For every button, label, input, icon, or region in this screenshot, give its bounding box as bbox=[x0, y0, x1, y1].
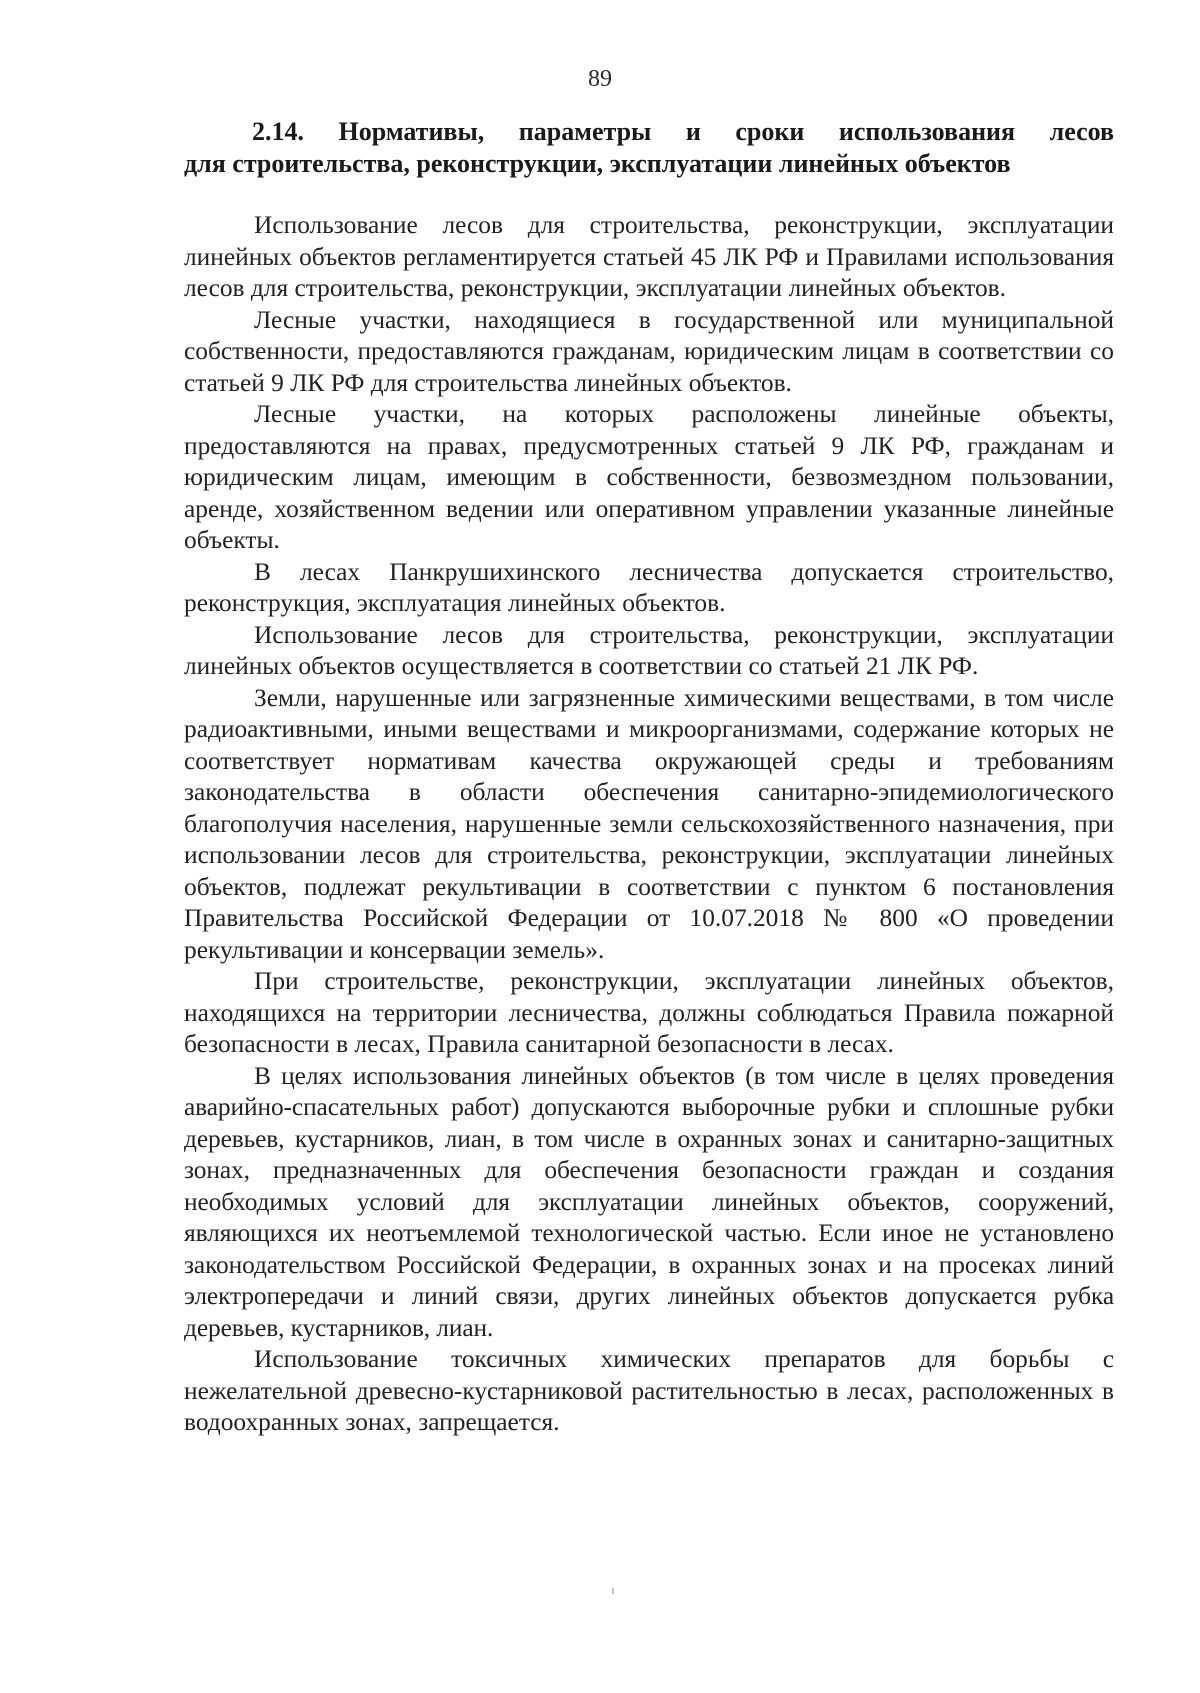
paragraph-article-45: Использование лесов для строительства, реконструкции, эксплуатации линейных объектов регламентируется статьей 45 ЛК РФ и Правилами использования лесов для строительства, реконструкции, эксплуатации линейных объектов. bbox=[184, 211, 1114, 302]
paragraph-toxic-chemicals-ban: Использование токсичных химических препаратов для борьбы с нежелательной древесно-кустарниковой растительностью в лесах, расположенных в водоохранных зонах, запрещается. bbox=[184, 1345, 1114, 1436]
paragraph-article-21: Использование лесов для строительства, реконструкции, эксплуатации линейных объектов осуществляется в соответствии со статьей 21 ЛК РФ. bbox=[184, 620, 1114, 680]
scan-speck bbox=[612, 1588, 614, 1594]
paragraph-land-recultivation: Земли, нарушенные или загрязненные химическими веществами, в том числе радиоактивными, иными веществами и микроорганизмами, содержание которых не соответствует нормативам качества окружающей среды и требованиям законодательства в области обеспечения санитарно-эпидемиологического благополучия населения, нарушенные земли сельскохозяйственного назначения, при использовании лесов для строительства, реконструкции, эксплуатации линейных объектов, подлежат рекультивации в соответствии с пунктом 6 постановления Правительства Российской Федерации от 10.07.2018 № 800 «О проведении рекультивации и консервации земель». bbox=[184, 683, 1114, 964]
section-heading-line-1: 2.14. Нормативы, параметры и сроки использования лесов bbox=[252, 117, 1114, 146]
page-number: 89 bbox=[588, 66, 612, 92]
paragraph-state-municipal-plots: Лесные участки, находящиеся в государственной или муниципальной собственности, предоставляются гражданам, юридическим лицам в соответствии со статьей 9 ЛК РФ для строительства линейных объектов. bbox=[184, 305, 1114, 397]
paragraph-fire-sanitary-rules: При строительстве, реконструкции, эксплуатации линейных объектов, находящихся на территории лесничества, должны соблюдаться Правила пожарной безопасности в лесах, Правила санитарной безопасности в лесах. bbox=[184, 967, 1114, 1058]
section-heading bbox=[184, 116, 1114, 180]
section-heading-line-2: для строительства, реконструкции, эксплуатации линейных объектов bbox=[184, 149, 1011, 178]
paragraph-pankrushikha-forestry: В лесах Панкрушихинского лесничества допускается строительство, реконструкция, эксплуатация линейных объектов. bbox=[184, 557, 1114, 617]
paragraph-felling-in-zones: В целях использования линейных объектов (в том числе в целях проведения аварийно-спасательных работ) допускаются выборочные рубки и сплошные рубки деревьев, кустарников, лиан, в том числе в охранных зонах и санитарно-защитных зонах, предназначенных для обеспечения безопасности граждан и создания необходимых условий для эксплуатации линейных объектов, сооружений, являющихся их неотъемлемой технологической частью. Если иное не установлено законодательством Российской Федерации, в охранных зонах и на просеках линий электропередачи и линий связи, других линейных объектов допускается рубка деревьев, кустарников, лиан. bbox=[184, 1061, 1114, 1342]
paragraph-plots-with-linear-objects: Лесные участки, на которых расположены линейные объекты, предоставляются на правах, предусмотренных статьей 9 ЛК РФ, гражданам и юридическим лицам, имеющим в собственности, безвозмездном пользовании, аренде, хозяйственном ведении или оперативном управлении указанные линейные объекты. bbox=[184, 400, 1114, 554]
section-body bbox=[184, 210, 1114, 1439]
